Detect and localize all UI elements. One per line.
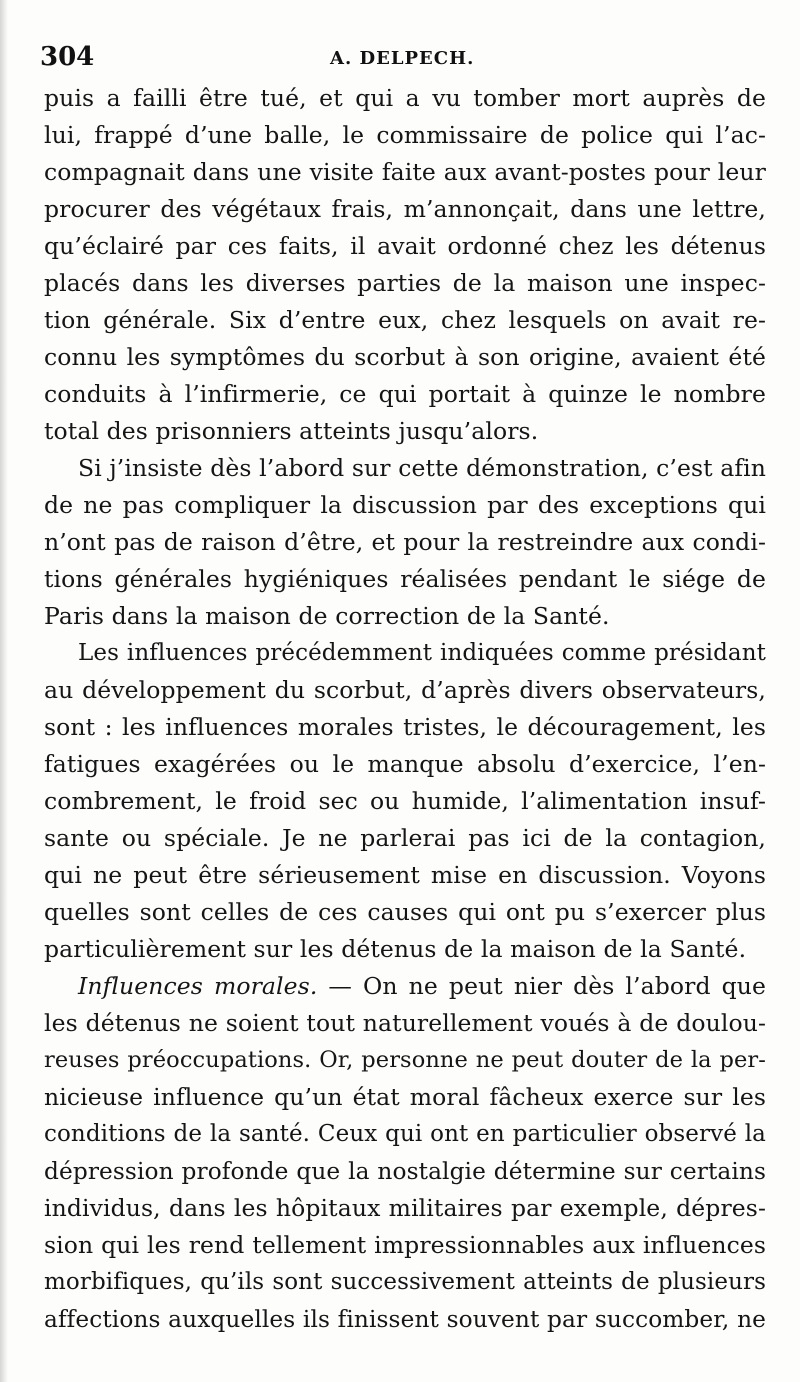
body-text [44, 80, 766, 1338]
page-number: 304 [40, 42, 95, 72]
section-heading-italic: Influences morales. [78, 972, 318, 1000]
text-line: dépression profonde que la nostalgie détermine sur certains [44, 1158, 766, 1185]
text-line: compagnait dans une visite faite aux avant-postes pour leur [44, 158, 766, 186]
text-line: placés dans les diverses parties de la maison une inspec- [44, 269, 766, 297]
text-line: n’ont pas de raison d’être, et pour la restreindre aux condi- [44, 528, 766, 556]
text-line: conditions de la santé. Ceux qui ont en particulier observé la [44, 1121, 766, 1147]
text-line: qu’éclairé par ces faits, il avait ordonné chez les détenus [44, 232, 766, 260]
running-head: A. DELPECH. [330, 48, 475, 69]
text-line: au développement du scorbut, d’après divers observateurs, [44, 676, 766, 704]
text-line: Paris dans la maison de correction de la Santé. [44, 602, 610, 630]
text-line: affections auxquelles ils finissent souvent par succomber, ne [44, 1306, 766, 1333]
text-line: morbifiques, qu’ils sont successivement atteints de plusieurs [44, 1269, 766, 1295]
text-line: individus, dans les hôpitaux militaires par exemple, dépres- [44, 1194, 766, 1222]
text-line: sion qui les rend tellement impressionnables aux influences [44, 1231, 766, 1259]
text-line: sante ou spéciale. Je ne parlerai pas ici de la contagion, [44, 824, 766, 852]
text-line: de ne pas compliquer la discussion par des exceptions qui [44, 491, 766, 519]
text-line: puis a failli être tué, et qui a vu tomber mort auprès de [44, 84, 766, 112]
text-line: lui, frappé d’une balle, le commissaire de police qui l’ac- [44, 121, 766, 149]
text-line [44, 968, 766, 1005]
text-line: sont : les influences morales tristes, le découragement, les [44, 713, 766, 741]
text-line: quelles sont celles de ces causes qui ont pu s’exercer plus [44, 898, 766, 926]
text-line: reuses préoccupations. Or, personne ne peut douter de la per- [44, 1047, 766, 1073]
text-line: combrement, le froid sec ou humide, l’alimentation insuf- [44, 787, 766, 815]
text-line: nicieuse influence qu’un état moral fâcheux exerce sur les [44, 1083, 766, 1111]
text-line: tions générales hygiéniques réalisées pendant le siége de [44, 565, 766, 593]
text-line: fatigues exagérées ou le manque absolu d’exercice, l’en- [44, 750, 766, 778]
scan-edge-shadow [0, 0, 8, 1382]
text-line: tion générale. Six d’entre eux, chez lesquels on avait re- [44, 306, 766, 334]
text-line: connu les symptômes du scorbut à son origine, avaient été [44, 343, 766, 371]
text-line: Les influences précédemment indiquées comme présidant [78, 640, 766, 666]
text-line: qui ne peut être sérieusement mise en discussion. Voyons [44, 861, 766, 889]
page-header [40, 40, 760, 76]
text-line: les détenus ne soient tout naturellement voués à de doulou- [44, 1009, 766, 1037]
text-line: procurer des végétaux frais, m’annonçait, dans une lettre, [44, 195, 766, 223]
text-line: total des prisonniers atteints jusqu’alors. [44, 417, 539, 445]
text-line: Si j’insiste dès l’abord sur cette démonstration, c’est afin [78, 454, 766, 482]
text-line: conduits à l’infirmerie, ce qui portait à quinze le nombre [44, 380, 766, 408]
text-line-rest: — On ne peut nier dès l’abord que [317, 972, 766, 1000]
text-line: particulièrement sur les détenus de la maison de la Santé. [44, 935, 747, 963]
